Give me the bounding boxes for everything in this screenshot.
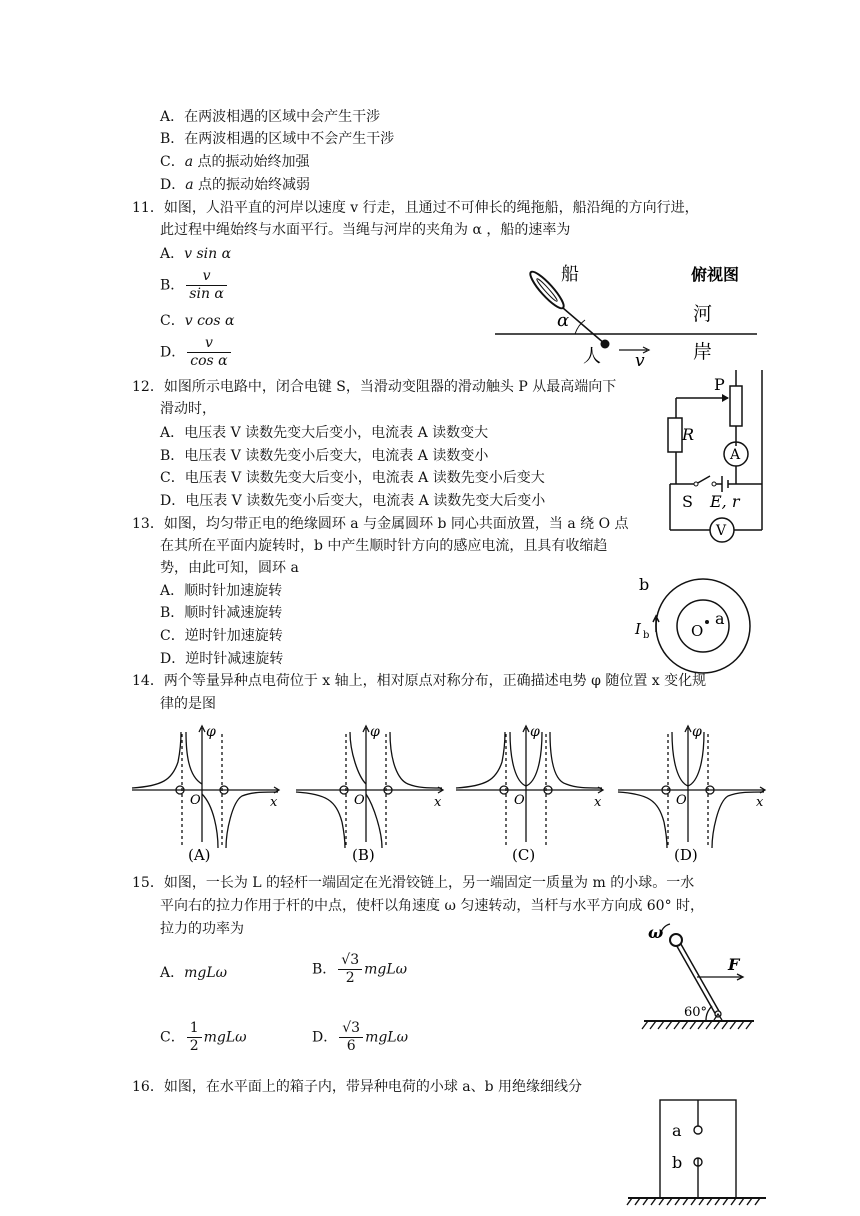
q14-graph-c bbox=[452, 722, 612, 867]
svg-text:人: 人 bbox=[583, 346, 601, 367]
svg-text:O: O bbox=[190, 793, 201, 808]
q12-circuit-figure bbox=[652, 362, 772, 548]
svg-text:河: 河 bbox=[693, 303, 713, 325]
q15-option-c: C． $\frac{1}{2}$ mgLω bbox=[160, 1020, 247, 1054]
q15-option-a: A．mgLω bbox=[160, 965, 228, 981]
q14-graph-b bbox=[292, 722, 452, 867]
svg-text:x: x bbox=[756, 795, 764, 810]
q13-option-a: A．顺时针加速旋转 bbox=[160, 583, 283, 599]
q10-option-a: A．在两波相遇的区域中会产生干涉 bbox=[160, 109, 381, 125]
svg-text:R: R bbox=[682, 425, 695, 444]
q14-stem-line2: 律的是图 bbox=[160, 696, 216, 712]
svg-text:b: b bbox=[639, 575, 650, 594]
svg-text:A: A bbox=[730, 447, 741, 463]
svg-text:船: 船 bbox=[561, 264, 579, 285]
q10-option-b: B．在两波相遇的区域中不会产生干涉 bbox=[160, 131, 395, 147]
q13-option-b: B．顺时针减速旋转 bbox=[160, 605, 283, 621]
q11-boat-figure bbox=[495, 262, 760, 370]
q13-stem-line1: 13．如图，均匀带正电的绝缘圆环 a 与金属圆环 b 同心共面放置，当 a 绕 O 点 bbox=[132, 516, 629, 532]
q15-option-d: D． $\frac{√3}{6}$ mgLω bbox=[312, 1020, 409, 1054]
svg-text:v: v bbox=[635, 351, 645, 371]
svg-text:(A): (A) bbox=[188, 846, 211, 864]
svg-text:x: x bbox=[434, 795, 442, 810]
q16-box-figure bbox=[626, 1096, 768, 1208]
svg-text:岸: 岸 bbox=[693, 341, 713, 363]
q12-option-d: D．电压表 V 读数先变小后变大，电流表 A 读数先变大后变小 bbox=[160, 493, 546, 509]
q10-option-d: D．a 点的振动始终减弱 bbox=[160, 177, 311, 193]
svg-text:O: O bbox=[676, 793, 687, 808]
svg-text:F: F bbox=[728, 955, 740, 974]
q15-rod-figure bbox=[640, 920, 760, 1035]
q11-option-b: B． $\frac{v}{\text{sin α}}$ bbox=[160, 268, 229, 308]
svg-text:φ: φ bbox=[206, 724, 216, 740]
q13-option-c: C．逆时针加速旋转 bbox=[160, 628, 283, 644]
q14-graph-a bbox=[128, 722, 288, 867]
q15-stem-line3: 拉力的功率为 bbox=[160, 921, 244, 937]
svg-text:E, r: E, r bbox=[710, 492, 740, 511]
q15-stem-line1: 15．如图，一长为 L 的轻杆一端固定在光滑铰链上，另一端固定一质量为 m 的小球。一水 bbox=[132, 875, 695, 891]
q16-stem-line1: 16．如图，在水平面上的箱子内，带异种电荷的小球 a、b 用绝缘细线分 bbox=[132, 1079, 583, 1095]
svg-text:a: a bbox=[715, 609, 725, 628]
svg-text:x: x bbox=[270, 795, 278, 810]
svg-text:(D): (D) bbox=[674, 846, 698, 864]
q13-stem-line3: 势，由此可知，圆环 a bbox=[160, 560, 299, 576]
svg-text:O: O bbox=[514, 793, 525, 808]
q12-option-b: B．电压表 V 读数先变小后变大，电流表 A 读数变小 bbox=[160, 448, 489, 464]
svg-text:O: O bbox=[691, 622, 704, 640]
q11-option-c: C．v cos α bbox=[160, 313, 235, 329]
svg-text:ω: ω bbox=[648, 923, 664, 942]
q15-stem-line2: 平向右的拉力作用于杆的中点，使杆以角速度 ω 匀速转动，当杆与水平方向成 60° 时， bbox=[160, 898, 705, 914]
q11-option-a: A．v sin α bbox=[160, 246, 232, 262]
svg-text:I: I bbox=[635, 620, 641, 638]
q14-stem-line1: 14．两个等量异种点电荷位于 x 轴上，相对原点对称分布，正确描述电势 φ 随位置 x 变化规 bbox=[132, 673, 707, 689]
svg-text:(B): (B) bbox=[352, 846, 375, 864]
svg-text:φ: φ bbox=[692, 724, 702, 740]
svg-text:60°: 60° bbox=[684, 1005, 708, 1020]
svg-text:O: O bbox=[354, 793, 365, 808]
q12-option-c: C．电压表 V 读数先变大后变小，电流表 A 读数先变小后变大 bbox=[160, 470, 545, 486]
q11-option-d: D． $\frac{v}{\text{cos α}}$ bbox=[160, 335, 233, 375]
svg-text:俯视图: 俯视图 bbox=[691, 265, 740, 284]
q14-graph-d bbox=[614, 722, 774, 867]
q12-stem-line1: 12．如图所示电路中，闭合电键 S，当滑动变阻器的滑动触头 P 从最高端向下 bbox=[132, 379, 617, 395]
svg-text:V: V bbox=[716, 523, 727, 539]
svg-text:b: b bbox=[643, 630, 650, 641]
svg-text:x: x bbox=[594, 795, 602, 810]
q13-rings-figure bbox=[625, 570, 755, 680]
svg-text:P: P bbox=[714, 375, 725, 394]
q11-stem-line2: 此过程中绳始终与水面平行。当绳与河岸的夹角为 α ，船的速率为 bbox=[160, 222, 571, 238]
svg-text:b: b bbox=[672, 1153, 683, 1172]
svg-text:S: S bbox=[682, 492, 693, 511]
svg-text:a: a bbox=[672, 1121, 682, 1140]
q10-option-c: C．a 点的振动始终加强 bbox=[160, 154, 310, 170]
q12-option-a: A．电压表 V 读数先变大后变小，电流表 A 读数变大 bbox=[160, 425, 489, 441]
svg-text:α: α bbox=[557, 310, 570, 331]
svg-text:φ: φ bbox=[370, 724, 380, 740]
q12-stem-line2: 滑动时， bbox=[160, 401, 216, 417]
q15-option-b: B． $\frac{√3}{2}$ mgLω bbox=[312, 952, 408, 986]
q11-stem-line1: 11．如图，人沿平直的河岸以速度 v 行走，且通过不可伸长的绳拖船，船沿绳的方向行进， bbox=[132, 200, 699, 216]
svg-text:φ: φ bbox=[530, 724, 540, 740]
svg-text:(C): (C) bbox=[512, 846, 536, 864]
q13-stem-line2: 在其所在平面内旋转时，b 中产生顺时针方向的感应电流，且具有收缩趋 bbox=[160, 538, 608, 554]
q13-option-d: D．逆时针减速旋转 bbox=[160, 651, 284, 667]
